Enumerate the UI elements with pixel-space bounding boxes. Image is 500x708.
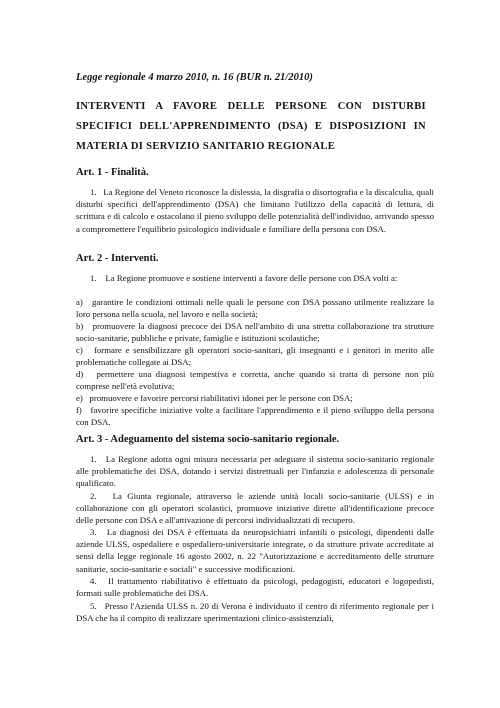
art2-heading: Art. 2 - Interventi. xyxy=(76,253,159,264)
art3-paragraph-1: 1. La Regione adotta ogni misura necessaria per adeguare il sistema socio-sanitario regionale alle problematiche dei DSA, dotando i servizi distrettuali per l'infanzia e adolescenza di personale qualificato. xyxy=(76,454,434,489)
art2-item-f: f) favorire specifiche iniziative volte a facilitare l'apprendimento e il pieno sviluppo della persona con DSA. xyxy=(76,405,434,428)
art2-item-d: d) permettere una diagnosi tempestiva e corretta, anche quando si tratta di persone non più comprese nell'età evolutiva; xyxy=(76,369,434,392)
art2-item-e: e) promuovere e favorire percorsi riabilitativi idonei per le persone con DSA; xyxy=(76,393,353,403)
art2-item-c: c) formare e sensibilizzare gli operatori socio-sanitari, gli insegnanti e i genitori in merito alle problematiche collegate ai DSA; xyxy=(76,345,434,368)
art3-paragraph-4: 4. Il trattamento riabilitativo è effettuato da psicologi, pedagogisti, educatori e logopedisti, formati sulle problematiche dei DSA. xyxy=(76,576,434,599)
art1-paragraph-1: 1. La Regione del Veneto riconosce la dislessia, la disgrafia o disortografia e la discalculia, quali disturbi specifici dell'apprendimento (DSA) che limitano l'utilizzo della capacità di lettura, di scrittura e di calcolo e ostacolano il pieno sviluppo delle potenzialità dell'individuo, arrivando spesso a compromettere l'equilibrio psicologico individuale e familiare della persona con DSA. xyxy=(76,187,434,234)
art2-item-b: b) promuovere la diagnosi precoce dei DSA nell'ambito di una stretta collaborazione tra strutture socio-sanitarie, pubbliche e private, famiglie e istituzioni scolastiche; xyxy=(76,321,434,344)
art2-item-a: a) garantire le condizioni ottimali nelle quali le persone con DSA possano utilmente realizzare la loro persona nella scuola, nel lavoro e nella società; xyxy=(76,297,434,320)
art3-paragraph-5: 5. Presso l'Azienda ULSS n. 20 di Verona è individuato il centro di riferimento regionale per i DSA che ha il compito di realizzare sperimentazioni clinico-assistenziali, xyxy=(76,601,434,624)
art2-paragraph-1: 1. La Regione promuove e sostiene interventi a favore delle persone con DSA volti a: xyxy=(90,273,398,283)
art1-heading: Art. 1 - Finalità. xyxy=(76,167,149,178)
art3-heading: Art. 3 - Adeguamento del sistema socio-sanitario regionale. xyxy=(76,434,340,445)
law-reference-header: Legge regionale 4 marzo 2010, n. 16 (BUR n. 21/2010) xyxy=(76,72,313,83)
law-title: INTERVENTI A FAVORE DELLE PERSONE CON DISTURBI SPECIFICI DELL'APPRENDIMENTO (DSA) E DISPOSIZIONI IN MATERIA DI SERVIZIO SANITARIO REGIONALE xyxy=(76,101,426,152)
art3-paragraph-3: 3. La diagnosi dei DSA è effettuata da neuropsichiatri infantili o psicologi, dipendenti dalle aziende ULSS, ospedaliere e ospedaliero-universitarie integrate, o da strutture private accreditate ai sensi della legge regionale 16 agosto 2002, n. 22 "Autorizzazione e accreditamento delle strutture sanitarie, socio-sanitarie e sociali" e successive modificazioni. xyxy=(76,527,434,574)
art3-paragraph-2: 2. La Giunta regionale, attraverso le aziende unità locali socio-sanitarie (ULSS) e in collaborazione con gli operatori scolastici, promuove iniziative dirette all'identificazione precoce delle persone con DSA e all'attivazione di percorsi individualizzati di recupero. xyxy=(76,491,434,526)
